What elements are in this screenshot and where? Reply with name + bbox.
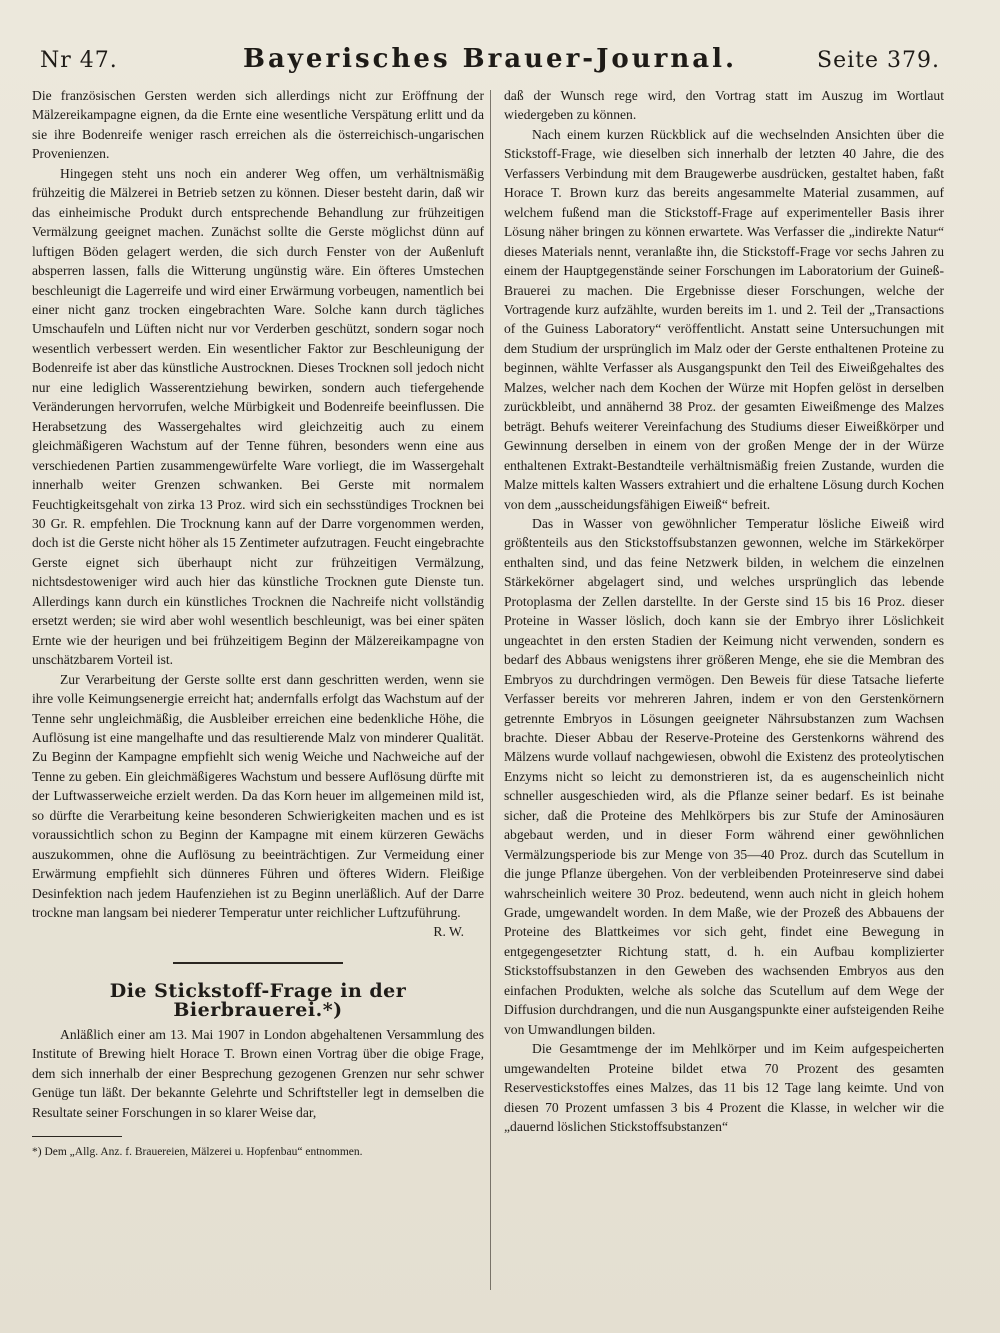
paragraph: Die Gesamtmenge der im Mehlkörper und im Keim aufgespeicherten umgewandelten Proteine bildet etwa 70 Prozent des gesamten Reservestickstoffes eines Malzes, das 11 bis 12 Tage lang keimte. Und von diesen 70 Prozent umfassen 3 bis 4 Prozent die Klasse, in welcher wir die „dauernd löslichen Stickstoffsubstanzen“ [504,1041,944,1135]
paragraph: Nach einem kurzen Rückblick auf die wechselnden Ansichten über die Stickstoff-Frage, wie dieselben sich innerhalb der letzten 40 Jahre, die des Verfassers Verbindung mit dem Braugewerbe ausdrücken, gestaltet haben, faßt Horace T. Brown kurz das bereits angesammelte Material zusammen, auf welchem fußend man die Stickstoff-Frage auf experimenteller Basis ihrer Lösung näher bringen zu können erwartete. Was Verfasser die „indirekte Natur“ dieses Materials nennt, veranlaßte ihn, die Stickstoff-Frage vor sechs Jahren zu einem der Hauptgegenstände seiner Forschungen im Laboratorium der Guineß-Brauerei zu machen. Die Ergebnisse dieser Forschungen, welche der Vortragende kurz aufzählte, wurden bereits im 1. und 2. Teil der „Transactions of the Guiness Laboratory“ veröffentlicht. Anstatt seine Untersuchungen mit dem Studium der ursprünglich im Malz oder der Gerste enthaltenen Proteine zu beginnen, wählte Verfasser als Ausgangspunkt den Teil des Eiweißgehaltes des Malzes, welcher nach dem Kochen der Würze mit Hopfen gelöst in derselben zurückbleibt, und annähernd 38 Proz. der gesamten Eiweißmenge des Malzes beträgt. Behufs weiterer Vereinfachung des Studiums dieser Eiweißkörper und Gewinnung derselben in einem von der großen Menge der in der Würze enthaltenen Extrakt-Bestandteile verhältnismäßig freien Zustande, wurden die Malze mittels kalten Wassers extrahiert und die erhaltene Lösung durch Kochen von dem „ausscheidungsfähigen Eiweiß“ befreit. [504,126,944,512]
paragraph: Hingegen steht uns noch ein anderer Weg offen, um verhältnismäßig frühzeitig die Mälzerei in Betrieb setzen zu können. Dieser besteht darin, daß wir das einheimische Produkt durch entsprechende Behandlung zur frühzeitigen Vermälzung geeignet machen. Zunächst sollte die Gerste möglichst dünn auf luftigen Böden gelagert werden, die sich durch Fenster von der Außenluft absperren lassen, falls die Witterung ungünstig wäre. Ein öfteres Umstechen beschleunigt die Lagerreife und wird einer Erwärmung vorbeugen, namentlich bei einer nicht ganz trocken eingebrachten Ware. Solche kann durch tägliches Umschaufeln und Lüften nicht nur vor Verderben geschützt, sondern sogar noch wesentlich verbessert werden. Ein wesentlicher Faktor zur Beschleunigung der Bodenreife ist aber das künstliche Austrocknen. Dieses Trocknen soll jedoch nicht nur eine lediglich Wasserentziehung bewirken, sondern auch tiefergehende Veränderungen hervorrufen, welche Mürbigkeit und Bodenreife beeinflussen. Die Herabsetzung des Wassergehaltes wird gleichzeitig auch zu einem gleichmäßigeren Wachstum auf der Tenne führen, besonders wenn eine aus verschiedenen Partien zusammengewürfelte Ware vorliegt, die im Wassergehalt innerhalb weiter Grenzen schwanken. Bei Gerste mit normalem Feuchtigkeitsgehalt von zirka 13 Proz. wird sich ein sechsstündiges Trocknen bei 30 Gr. R. empfehlen. Die Trocknung kann auf der Darre vorgenommen werden, doch ist die Gerste nicht höher als 15 Zentimeter aufzutragen. Feucht eingebrachte Gerste eignet sich überhaupt nicht zur frühzeitigen Vermälzung, nichtsdestoweniger wird auch hier das künstliche Trocknen gute Dienste tun. Allerdings kann durch ein künstliches Trocknen die Nachreife nicht vollständig ersetzt werden; sie wird aber wohl wesentlich beschleunigt, was bei einer späten Ernte wie der heurigen und bei frühzeitigem Beginn der Mälzereikampagne von unschätzbarem Vorteil ist. [32,165,484,668]
author-signature: R. W. [433,924,464,940]
footnote-rule [32,1136,122,1137]
journal-title: Bayerisches Brauer-Journal. [242,44,738,74]
paragraph: Zur Verarbeitung der Gerste sollte erst dann geschritten werden, wenn sie ihre volle Keimungsenergie erreicht hat; andernfalls erfolgt das Wachstum auf der Tenne sehr ungleichmäßig, die Ausbleiber erreichen eine bedenkliche Höhe, die Auflösung ist eine mangelhafte und das resultierende Malz von minderer Qualität. Zu Beginn der Kampagne empfiehlt sich wenig Weiche und Nachweiche auf der Tenne zu geben. Ein gleichmäßigeres Wachstum und bessere Auflösung dürfte mit der Luftwasserweiche erzielt werden. Da das Korn heuer im allgemeinen mild ist, so dürfte die Verarbeitung keine besonderen Schwierigkeiten machen und es ist voraussichtlich schon zu Beginn der Kampagne mit einem kürzeren Gewächs auszukommen, ohne die Auflösung zu beeinträchtigen. Zur Vermeidung einer Erwärmung empfiehlt sich dünneres Führen und öfteres Widern. Fleißige Desinfektion nach jedem Haufenziehen ist zu Beginn unerläßlich. Auf der Darre trockne man langsam bei niederer Temperatur unter reichlicher Luftzuführung. [32,671,484,921]
paragraph: Die französischen Gersten werden sich allerdings nicht zur Eröffnung der Mälzereikampagne eignen, da die Ernte eine wesentliche Verspätung erlitt und da sie ihre Bodenreife weniger rasch erreichen als die österreichisch-ungarischen Provenienzen. [32,88,484,162]
issue-number: Nr 47. [40,48,118,73]
left-column [32,86,484,1160]
footnote: *) Dem „Allg. Anz. f. Brauereien, Mälzerei u. Hopfenbau“ entnommen. [32,1146,363,1159]
paragraph: Anläßlich einer am 13. Mai 1907 in London abgehaltenen Versammlung des Institute of Brewing hielt Horace T. Brown einen Vortrag über die obige Frage, dem sich innerhalb der einer Besprechung gezogenen Grenzen nur sehr schwer Genüge tun läßt. Der bekannte Gelehrte und Schriftsteller legt in demselben die Resultate seiner Forschungen in so klarer Weise dar, [32,1026,484,1120]
column-divider [490,90,491,1290]
right-column [504,86,944,1136]
page-number: Seite 379. [817,48,940,73]
paragraph: daß der Wunsch rege wird, den Vortrag statt im Auszug im Wortlaut wiedergeben zu können. [504,88,944,123]
section-title: Die Stickstoff-Frage in der Bierbrauerei.*) [109,979,407,1022]
page-header [40,42,940,82]
section-rule [173,962,343,964]
paragraph: Das in Wasser von gewöhnlicher Temperatur lösliche Eiweiß wird größtenteils aus den Stickstoffsubstanzen gewonnen, welche im Stärkekörper enthalten sind, und das feine Netzwerk bilden, in welchem die einzelnen Stärkekörner abgelagert sind, und welches ursprünglich das lebende Protoplasma der Zellen darstellte. In der Gerste sind 15 bis 16 Proz. dieser Proteine in Wasser löslich, doch kann sie der Embryo ihrer Löslichkeit ungeachtet in den ersten Stadien der Keimung nicht verwenden, sondern es bedarf des Abbaus wenigstens ihrer größeren Menge, ehe sie die Membran des Embryos zu durchdringen vermögen. Den Beweis für diese Tatsache lieferte Verfasser bereits vor mehreren Jahren, indem er von den Gerstenkörnern getrennte Embryos in Lösungen geeigneter Nährsubstanzen zum Wachsen brachte. Dieser Abbau der Reserve-Proteine des Gerstenkorns während des Mälzens wurde vollauf nachgewiesen, obwohl die Existenz des proteolytischen Enzyms nicht so leicht zu demonstrieren ist, da es augenscheinlich nicht schneller ausgeschieden wird, als die Pflanze seiner bedarf. Es ist beinahe sicher, daß die Proteine des Mehlkörpers bis zur Stufe der Aminosäuren abgebaut werden, und in dieser Form während einer gewöhnlichen Vermälzungsperiode bis zur Menge von 35—40 Proz. durch das Scutellum in die junge Pflanze übergehen. Von der verbleibenden Proteinreserve sind dabei wahrscheinlich weitere 30 Proz. bedeutend, wenn auch nicht in gleich hohem Grade, umgewandelt worden. In dem Maße, wie der Prozeß des Abbauens der Proteine des Blattkeimes vor sich geht, findet eine Bewegung in entgegengesetzter Richtung statt, d. h. ein Aufbau komplizierter Stickstoffsubstanzen in den Geweben des wachsenden Embryos aus den einfachen Produkten, welche als solche das Scutellum auf dem Wege der Diffusion durchdrangen, und die nun Ausgangspunkte einer aufsteigenden Reihe von Umwandlungen bilden. [504,515,944,1037]
